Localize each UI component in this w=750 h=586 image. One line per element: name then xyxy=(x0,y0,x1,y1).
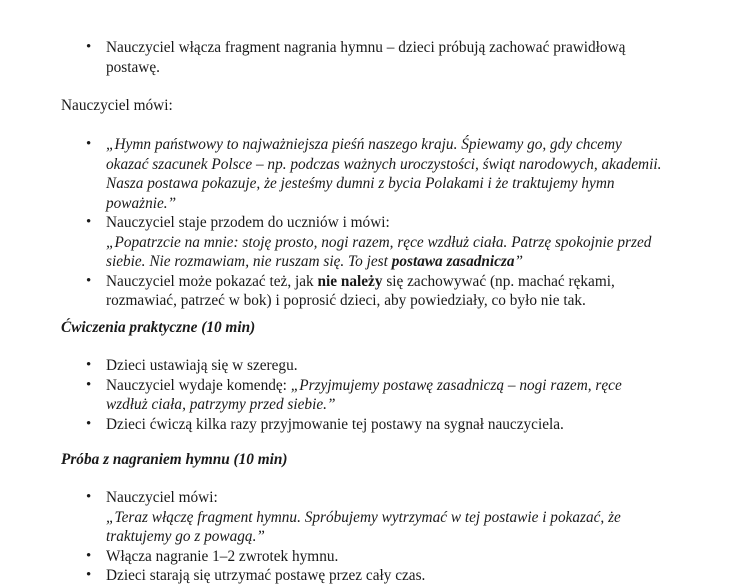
list-item xyxy=(0,213,666,272)
bullet-marker: • xyxy=(86,376,92,393)
teacher-speech-list xyxy=(0,135,750,311)
trial-list xyxy=(0,488,750,586)
list-item xyxy=(0,488,666,547)
bullet-marker: • xyxy=(86,272,92,289)
stands-line: Nauczyciel staje przodem do uczniów i mówi: xyxy=(106,214,390,231)
exercise-command-quote: „Przyjmujemy postawę zasadniczą – nogi razem, ręce wzdłuż ciała, patrzymy przed siebie.” xyxy=(106,376,622,413)
trial-play-text: Włącza nagranie 1–2 zwrotek hymnu. xyxy=(106,547,339,565)
trial-heading: Próba z nagraniem hymnu (10 min) xyxy=(61,451,288,468)
trial-keep-text: Dzieci starają się utrzymać postawę przez cały czas. xyxy=(106,567,426,584)
exercise-line: Dzieci ustawiają się w szeregu. xyxy=(106,357,298,374)
teacher-says-text: Nauczyciel mówi: xyxy=(61,97,173,114)
exercises-list xyxy=(0,356,750,434)
list-item xyxy=(0,547,666,567)
bullet-marker: • xyxy=(86,357,92,373)
trial-says-text: Nauczyciel mówi: xyxy=(106,489,218,506)
list-item xyxy=(0,415,666,435)
wrong-text-bold: nie należy xyxy=(317,272,383,290)
stands-quote-end: ” xyxy=(514,253,524,270)
trial-heading-block xyxy=(0,450,750,470)
list-item xyxy=(0,38,666,77)
wrong-text-a: Nauczyciel może pokazać też, jak xyxy=(106,272,318,290)
bullet-marker: • xyxy=(86,136,92,152)
list-item xyxy=(0,135,666,213)
bullet-marker: • xyxy=(86,214,92,230)
list-item xyxy=(0,272,666,311)
bullet-marker: • xyxy=(86,489,92,505)
teacher-says-paragraph xyxy=(0,96,750,116)
list-item xyxy=(0,356,666,376)
exercises-heading: Ćwiczenia praktyczne (10 min) xyxy=(61,319,256,336)
bullet-marker: • xyxy=(86,415,92,432)
bullet-marker: • xyxy=(86,39,92,55)
wrong-text-b: się zachowywać (np. machać rękami, rozmawiać, patrzeć w bok) i poprosić dzieci, aby powiedziały, co było nie tak. xyxy=(106,272,615,309)
stands-quote-bold: postawa zasadnicza xyxy=(391,253,515,270)
bullet-marker: • xyxy=(86,547,92,564)
list-item xyxy=(0,566,666,586)
intro-list xyxy=(0,38,750,77)
trial-quote: „Teraz włączę fragment hymnu. Spróbujemy wytrzymać w tej postawie i pokazać, że traktujemy go z powagą.” xyxy=(106,508,621,545)
hymn-quote: „Hymn państwowy to najważniejsza pieśń naszego kraju. Śpiewamy go, gdy chcemy okazać szacunek Polsce – np. podczas ważnych uroczystości, świąt narodowych, akademii. Nasza postawa pokazuje, że jesteśmy dumni z bycia Polakami i że traktujemy hymn poważnie.” xyxy=(106,136,662,212)
bullet-marker: • xyxy=(86,567,92,583)
list-item xyxy=(0,376,666,415)
stands-quote: „Popatrzcie na mnie: stoję prosto, nogi razem, ręce wzdłuż ciała. Patrzę spokojnie przed siebie. Nie rozmawiam, nie ruszam się. To jest xyxy=(106,233,652,270)
exercise-line: Dzieci ćwiczą kilka razy przyjmowanie tej postawy na sygnał nauczyciela. xyxy=(106,415,564,433)
exercise-command-lead: Nauczyciel wydaje komendę: xyxy=(106,376,291,394)
list-item-text: Nauczyciel włącza fragment nagrania hymnu – dzieci próbują zachować prawidłową postawę. xyxy=(106,39,626,76)
exercises-heading-block xyxy=(0,318,750,338)
